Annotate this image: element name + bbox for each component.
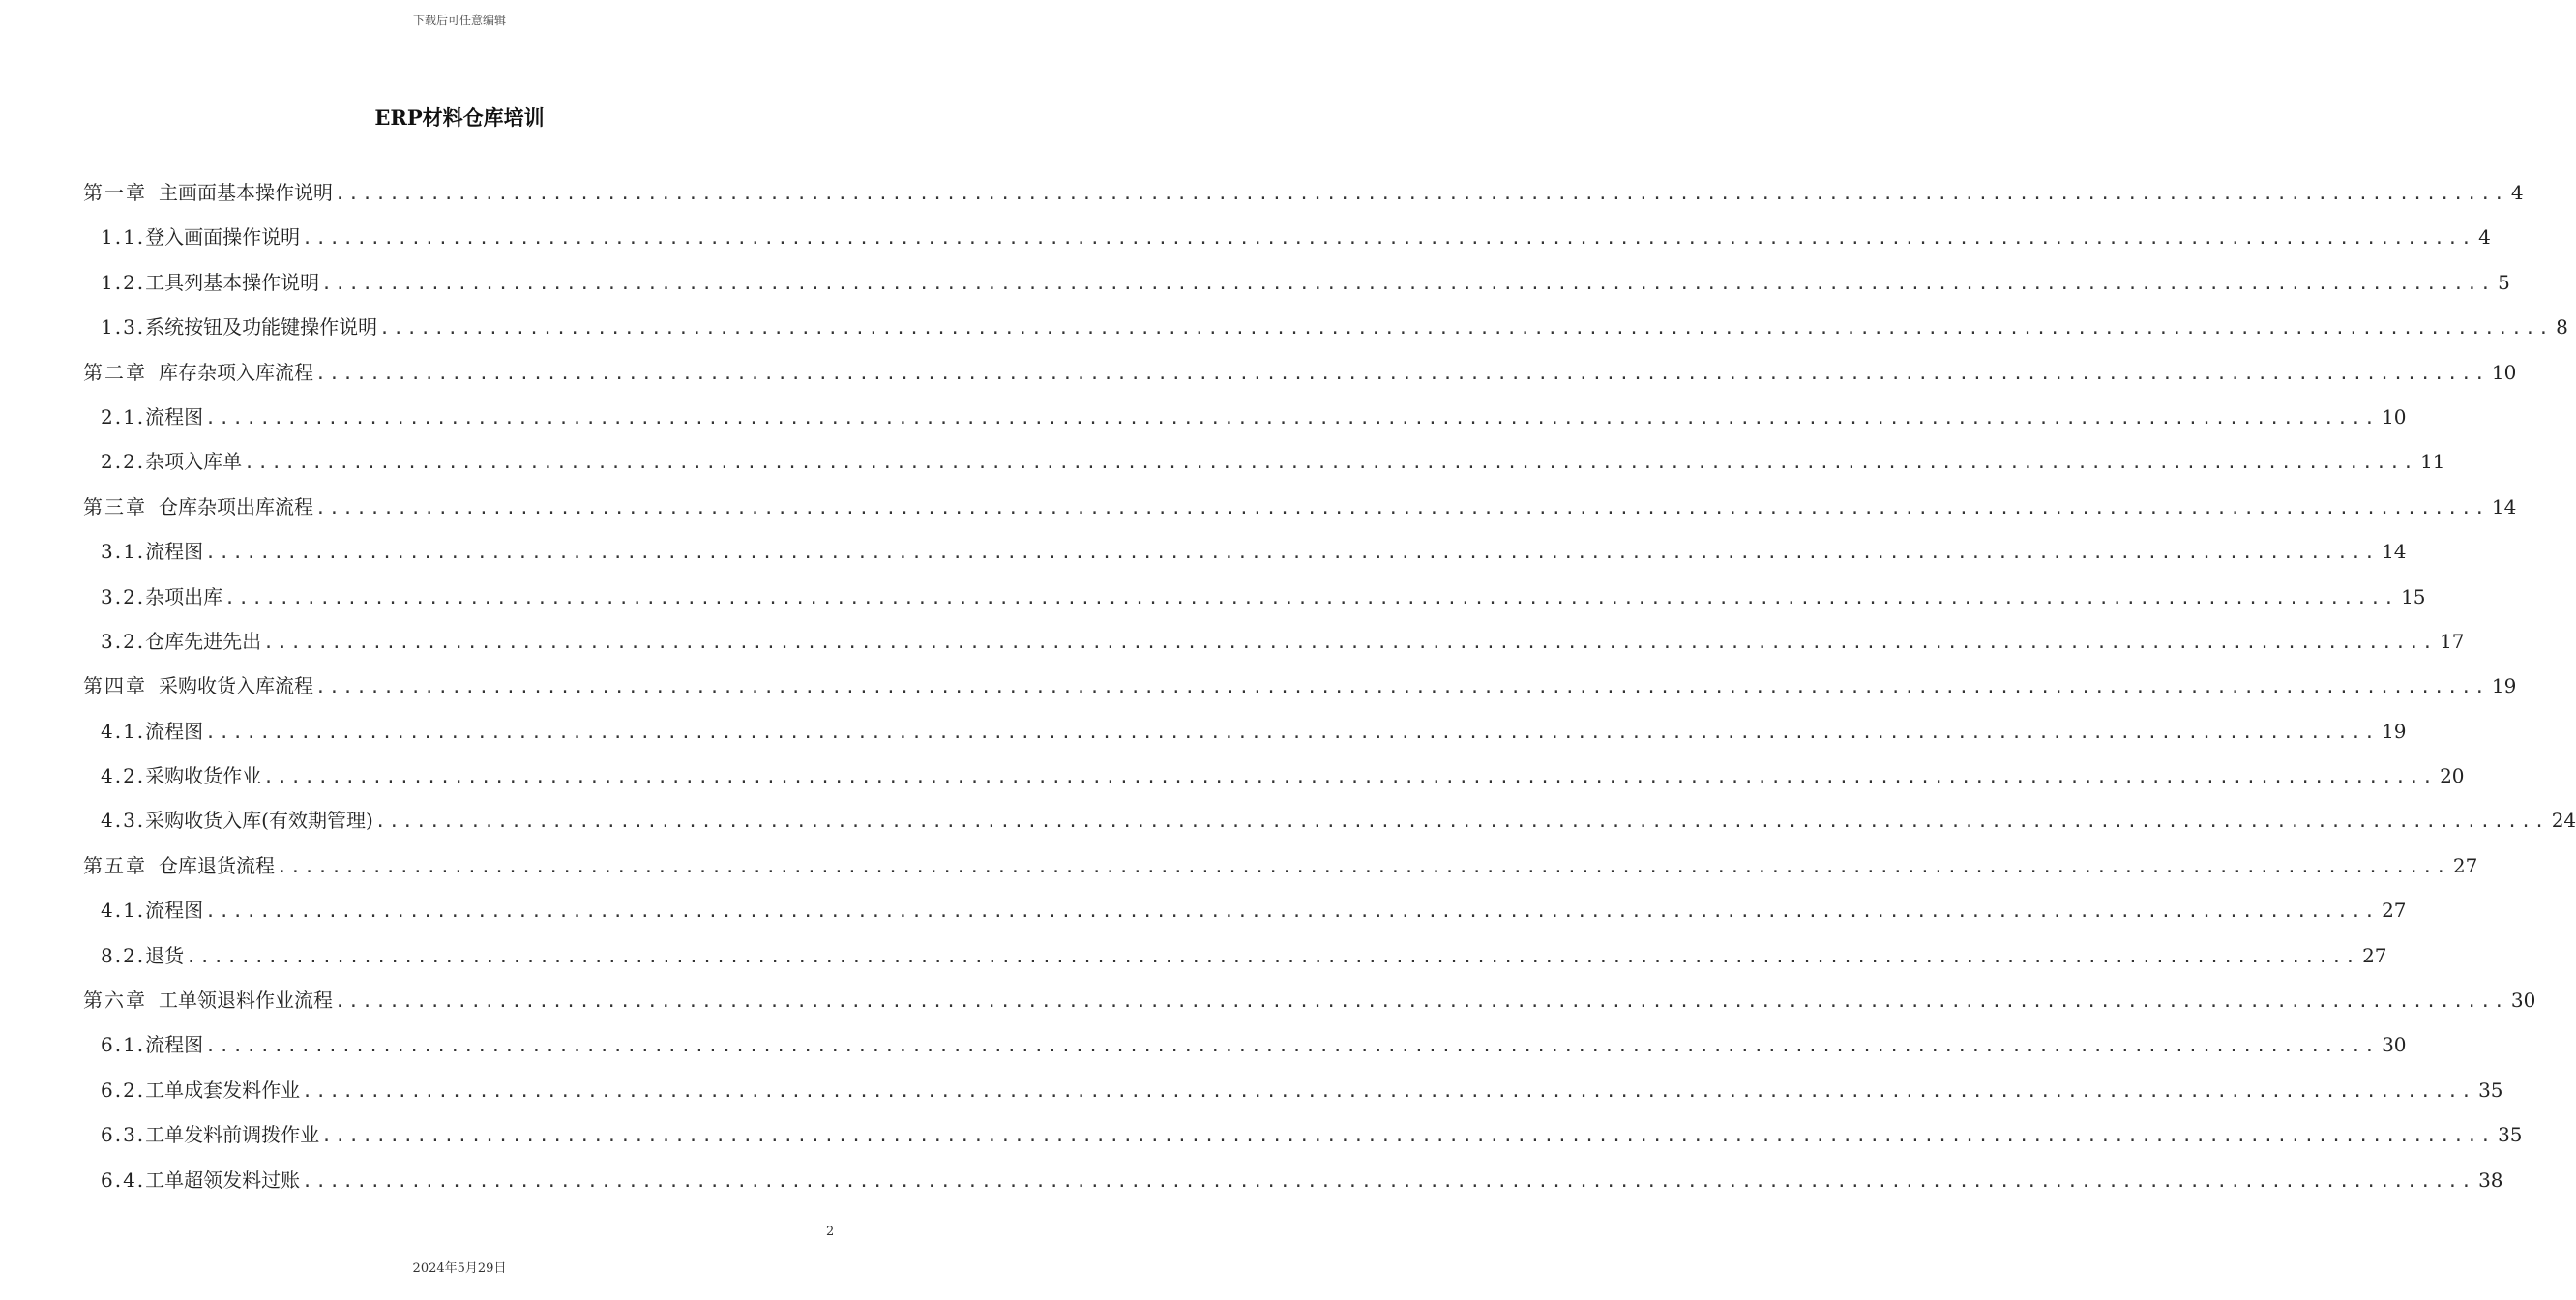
document-title: ERP材料仓库培训 (374, 105, 545, 130)
toc-section-entry[interactable] (83, 888, 2407, 932)
toc-entry-number: 第二章 (83, 360, 147, 384)
toc-entry-title: 流程图 (145, 899, 204, 923)
toc-page-number: 19 (2382, 719, 2407, 743)
toc-entry-title: 流程图 (145, 719, 204, 743)
toc-dot-leader: ................................................................................................................................................................ (321, 273, 2495, 294)
toc-entry-number: 6.4. (101, 1167, 146, 1192)
toc-dot-leader: ................................................................................................................................................................ (244, 453, 2417, 474)
toc-entry-label (101, 1022, 203, 1067)
toc-dot-leader: ................................................................................................................................................................ (335, 991, 2507, 1013)
toc-entry-number: 3.1. (101, 540, 146, 564)
footer-date: 2024年5月29日 (412, 1261, 507, 1276)
toc-chapter-entry[interactable] (83, 664, 2517, 708)
toc-entry-title: 流程图 (145, 540, 204, 564)
toc-entry-label (101, 395, 203, 439)
toc-dot-leader: ................................................................................................................................................................ (302, 1170, 2475, 1192)
toc-entry-label (101, 215, 300, 259)
toc-page-number: 35 (2478, 1078, 2503, 1102)
toc-entry-number: 4.1. (101, 719, 146, 743)
toc-page-number: 27 (2382, 899, 2407, 923)
toc-entry-number: 3.2. (101, 584, 146, 608)
toc-entry-label (101, 709, 203, 753)
toc-entry-number: 1.2. (101, 270, 146, 294)
toc-page-number: 27 (2362, 943, 2387, 967)
toc-entry-title: 采购收货作业 (145, 764, 262, 788)
toc-entry-label (83, 485, 313, 529)
toc-entry-title: 库存杂项入库流程 (159, 360, 313, 384)
toc-page-number: 15 (2401, 584, 2426, 608)
toc-chapter-entry[interactable] (83, 843, 2478, 888)
toc-entry-title: 登入画面操作说明 (145, 225, 301, 250)
toc-entry-label (101, 529, 203, 574)
toc-entry-title: 退货 (145, 943, 185, 967)
toc-dot-leader: ................................................................................................................................................................ (277, 856, 2449, 877)
toc-section-entry[interactable] (83, 709, 2407, 753)
toc-entry-label (101, 753, 261, 798)
toc-section-entry[interactable] (83, 215, 2491, 259)
toc-entry-label (101, 1068, 300, 1112)
page-number: 2 (826, 1225, 835, 1239)
toc-entry-label (101, 439, 242, 484)
toc-entry-number: 6.1. (101, 1033, 146, 1057)
toc-entry-title: 工单领退料作业流程 (159, 989, 333, 1013)
toc-entry-title: 杂项出库 (145, 584, 223, 608)
toc-chapter-entry[interactable] (83, 978, 2536, 1022)
toc-entry-title: 采购收货入库(有效期管理) (145, 809, 373, 833)
toc-dot-leader: ................................................................................................................................................................ (335, 184, 2507, 204)
toc-entry-number: 第一章 (83, 181, 147, 204)
toc-entry-number: 第四章 (83, 674, 147, 698)
toc-section-entry[interactable] (83, 1022, 2407, 1067)
toc-dot-leader: ................................................................................................................................................................ (205, 1036, 2379, 1057)
toc-chapter-entry[interactable] (83, 485, 2517, 529)
toc-entry-label (101, 798, 373, 842)
toc-entry-label (101, 888, 203, 932)
toc-entry-number: 6.2. (101, 1078, 146, 1102)
toc-entry-number: 3.2. (101, 629, 146, 653)
toc-section-entry[interactable] (83, 798, 2576, 842)
toc-chapter-entry[interactable] (83, 350, 2517, 395)
toc-section-entry[interactable] (83, 753, 2465, 798)
toc-entry-label (101, 260, 319, 305)
toc-entry-title: 仓库先进先出 (145, 629, 262, 653)
toc-dot-leader: ................................................................................................................................................................ (263, 632, 2437, 653)
toc-entry-title: 采购收货入库流程 (159, 674, 313, 698)
toc-page-number: 27 (2452, 853, 2478, 877)
toc-section-entry[interactable] (83, 305, 2568, 349)
toc-page-number: 11 (2420, 450, 2445, 474)
toc-page-number: 5 (2498, 270, 2510, 294)
toc-page-number: 14 (2382, 540, 2407, 564)
toc-entry-number: 4.2. (101, 764, 146, 788)
toc-page-number: 14 (2491, 494, 2517, 518)
toc-entry-label (101, 619, 261, 664)
toc-entry-title: 流程图 (145, 404, 204, 428)
table-of-contents (83, 170, 2576, 1202)
toc-page-number: 19 (2491, 674, 2517, 698)
toc-entry-title: 杂项入库单 (145, 450, 243, 474)
toc-page-number: 30 (2510, 989, 2536, 1013)
toc-entry-title: 主画面基本操作说明 (159, 181, 333, 204)
toc-page-number: 35 (2498, 1123, 2523, 1147)
toc-entry-label (101, 933, 184, 978)
toc-entry-title: 系统按钮及功能键操作说明 (145, 315, 378, 340)
toc-section-entry[interactable] (83, 439, 2445, 484)
toc-entry-title: 仓库杂项出库流程 (159, 494, 313, 518)
toc-entry-label (83, 843, 275, 888)
toc-dot-leader: ................................................................................................................................................................ (315, 363, 2488, 384)
toc-section-entry[interactable] (83, 1158, 2503, 1202)
toc-entry-number: 6.3. (101, 1123, 146, 1147)
toc-entry-title: 工单发料前调拨作业 (145, 1123, 320, 1147)
toc-entry-number: 第六章 (83, 989, 147, 1013)
toc-page-number: 24 (2551, 809, 2576, 833)
toc-entry-number: 2.2. (101, 450, 146, 474)
toc-dot-leader: ................................................................................................................................................................ (205, 901, 2379, 923)
toc-dot-leader: ................................................................................................................................................................ (205, 543, 2379, 564)
toc-section-entry[interactable] (83, 1112, 2523, 1157)
toc-entry-number: 第三章 (83, 494, 147, 518)
toc-section-entry[interactable] (83, 1068, 2503, 1112)
toc-page-number: 10 (2491, 360, 2517, 384)
toc-entry-label (83, 350, 313, 395)
toc-entry-label (83, 170, 333, 215)
toc-entry-label (101, 1158, 300, 1202)
toc-entry-title: 工单成套发料作业 (145, 1078, 301, 1102)
toc-section-entry[interactable] (83, 529, 2407, 574)
toc-dot-leader: ................................................................................................................................................................ (321, 1126, 2495, 1147)
toc-page-number: 38 (2478, 1167, 2503, 1192)
toc-entry-number: 8.2. (101, 943, 146, 967)
toc-page-number: 4 (2510, 181, 2524, 204)
toc-entry-title: 工单超领发料过账 (145, 1167, 301, 1192)
toc-entry-number: 1.1. (101, 225, 146, 250)
toc-page-number: 10 (2382, 404, 2407, 428)
toc-page-number: 4 (2478, 225, 2491, 250)
toc-page-number: 20 (2440, 764, 2465, 788)
toc-entry-label (101, 305, 377, 349)
toc-dot-leader: ................................................................................................................................................................ (205, 722, 2379, 743)
toc-page-number: 17 (2440, 629, 2465, 653)
header-note: 下载后可任意编辑 (412, 14, 506, 27)
toc-dot-leader: ................................................................................................................................................................ (186, 946, 2359, 967)
toc-entry-title: 流程图 (145, 1033, 204, 1057)
toc-dot-leader: ................................................................................................................................................................ (374, 812, 2548, 833)
toc-dot-leader: ................................................................................................................................................................ (302, 1080, 2475, 1102)
toc-entry-title: 仓库退货流程 (159, 853, 275, 877)
toc-entry-label (101, 1112, 319, 1157)
toc-entry-number: 第五章 (83, 853, 147, 877)
toc-entry-label (83, 664, 313, 708)
toc-section-entry[interactable] (83, 933, 2387, 978)
toc-dot-leader: ................................................................................................................................................................ (224, 587, 2398, 608)
toc-dot-leader: ................................................................................................................................................................ (315, 677, 2488, 698)
toc-chapter-entry[interactable] (83, 170, 2524, 215)
toc-dot-leader: ................................................................................................................................................................ (379, 318, 2553, 340)
toc-entry-number: 4.1. (101, 899, 146, 923)
toc-section-entry[interactable] (83, 619, 2465, 664)
toc-entry-number: 4.3. (101, 809, 146, 833)
toc-entry-title: 工具列基本操作说明 (145, 270, 320, 294)
toc-dot-leader: ................................................................................................................................................................ (263, 767, 2437, 788)
toc-section-entry[interactable] (83, 260, 2510, 305)
toc-entry-number: 1.3. (101, 315, 146, 340)
toc-dot-leader: ................................................................................................................................................................ (302, 228, 2475, 250)
toc-section-entry[interactable] (83, 395, 2407, 439)
toc-entry-label (101, 575, 222, 619)
toc-section-entry[interactable] (83, 575, 2426, 619)
toc-page-number: 30 (2382, 1033, 2407, 1057)
toc-dot-leader: ................................................................................................................................................................ (205, 407, 2379, 428)
toc-entry-number: 2.1. (101, 404, 146, 428)
toc-page-number: 8 (2556, 315, 2568, 340)
toc-entry-label (83, 978, 333, 1022)
toc-dot-leader: ................................................................................................................................................................ (315, 497, 2488, 518)
